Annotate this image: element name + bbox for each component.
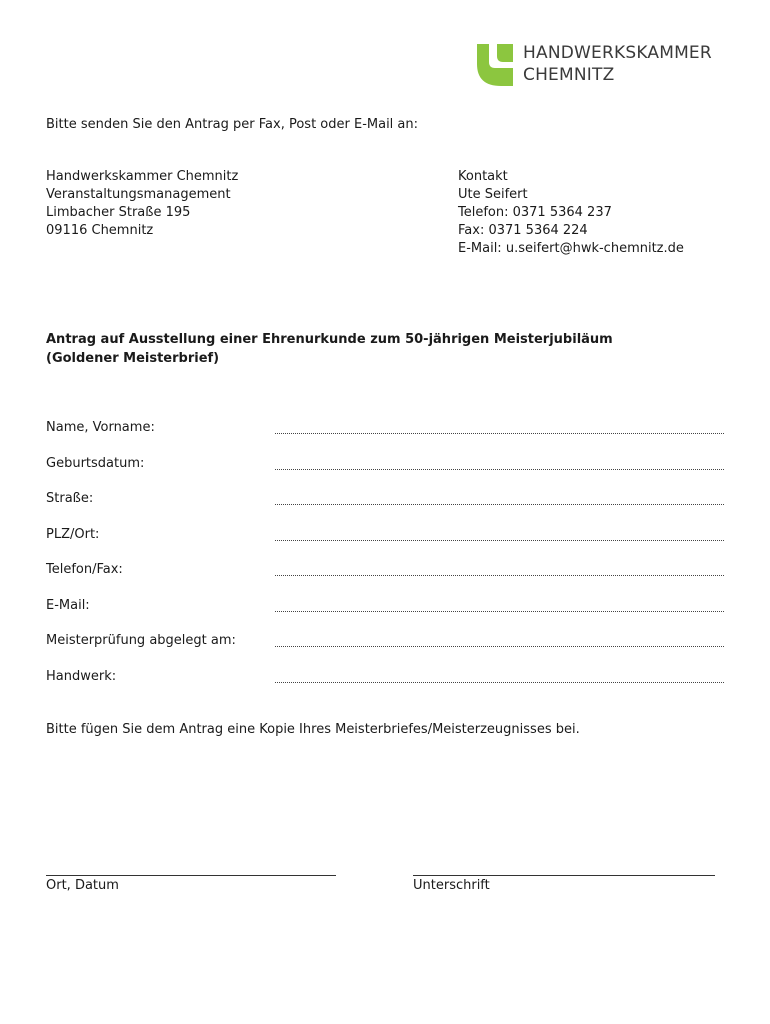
field-trade <box>46 669 726 689</box>
contact-email: E-Mail: u.seifert@hwk-chemnitz.de <box>458 241 684 256</box>
field-name <box>46 420 726 440</box>
field-input-line[interactable] <box>275 645 724 647</box>
field-label: Telefon/Fax: <box>46 562 123 577</box>
field-label: PLZ/Ort: <box>46 527 100 542</box>
form-title-line-2: (Goldener Meisterbrief) <box>46 351 220 366</box>
field-input-line[interactable] <box>275 681 724 683</box>
address-line: 09116 Chemnitz <box>46 223 154 238</box>
field-phone-fax <box>46 562 726 582</box>
field-label: E-Mail: <box>46 598 90 613</box>
logo-line-1: HANDWERKSKAMMER <box>523 43 712 63</box>
contact-heading: Kontakt <box>458 169 508 184</box>
field-input-line[interactable] <box>275 610 724 612</box>
field-label: Handwerk: <box>46 669 117 684</box>
field-zip-city <box>46 527 726 547</box>
field-input-line[interactable] <box>275 468 724 470</box>
field-street <box>46 491 726 511</box>
hwk-logo-icon <box>475 42 515 88</box>
contact-block <box>458 168 684 258</box>
signature-label: Unterschrift <box>413 878 490 893</box>
contact-name: Ute Seifert <box>458 187 528 202</box>
field-input-line[interactable] <box>275 574 724 576</box>
attachment-note: Bitte fügen Sie dem Antrag eine Kopie Ihres Meisterbriefes/Meisterzeugnisses bei. <box>46 722 580 737</box>
field-input-line[interactable] <box>275 539 724 541</box>
recipient-address <box>46 168 238 240</box>
form-title-line-1: Antrag auf Ausstellung einer Ehrenurkunde zum 50-jährigen Meisterjubiläum <box>46 332 613 347</box>
form-title <box>46 330 746 368</box>
signature-line[interactable] <box>413 875 715 876</box>
field-label: Name, Vorname: <box>46 420 155 435</box>
contact-phone: Telefon: 0371 5364 237 <box>458 205 612 220</box>
intro-text: Bitte senden Sie den Antrag per Fax, Post oder E-Mail an: <box>46 117 419 132</box>
field-label: Straße: <box>46 491 94 506</box>
field-label: Geburtsdatum: <box>46 456 145 471</box>
field-label: Meisterprüfung abgelegt am: <box>46 633 236 648</box>
address-line: Handwerkskammer Chemnitz <box>46 169 239 184</box>
field-exam-date <box>46 633 726 653</box>
address-line: Limbacher Straße 195 <box>46 205 191 220</box>
place-date-label: Ort, Datum <box>46 878 119 893</box>
logo-line-2: CHEMNITZ <box>523 65 615 85</box>
field-input-line[interactable] <box>275 432 724 434</box>
field-input-line[interactable] <box>275 503 724 505</box>
hwk-logo <box>475 42 735 88</box>
field-email <box>46 598 726 618</box>
contact-fax: Fax: 0371 5364 224 <box>458 223 588 238</box>
logo-text <box>523 42 712 86</box>
field-birthdate <box>46 456 726 476</box>
address-line: Veranstaltungsmanagement <box>46 187 231 202</box>
place-date-line[interactable] <box>46 875 336 876</box>
